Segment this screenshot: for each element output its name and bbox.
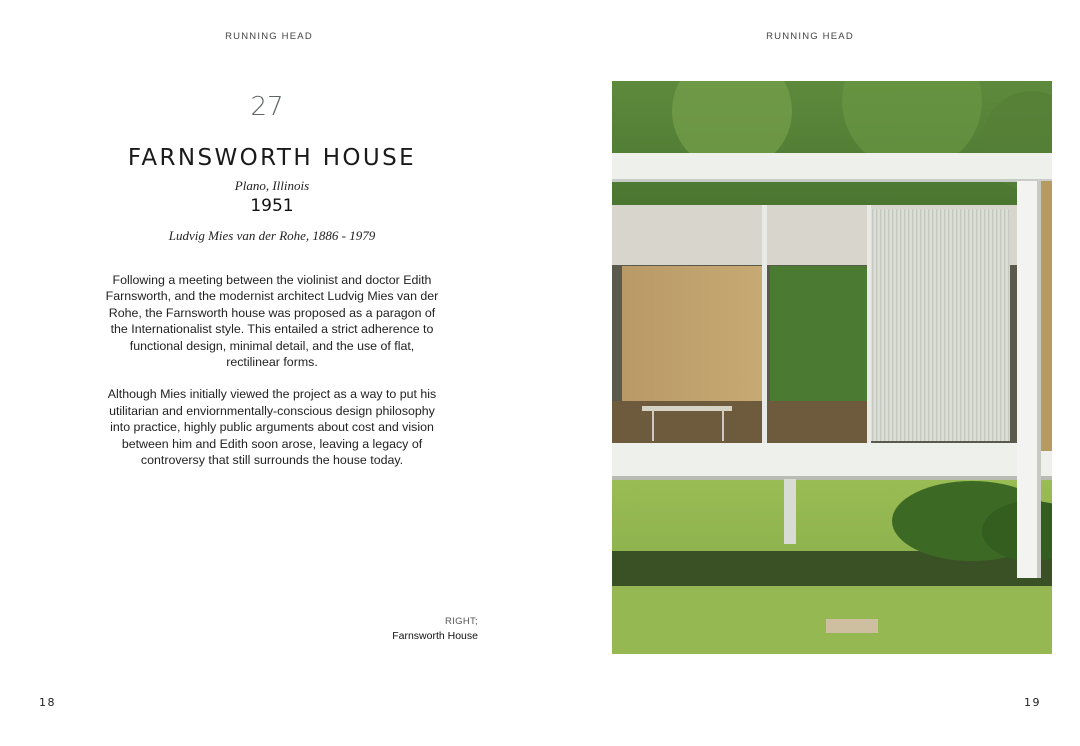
photo-corner-edge — [1041, 181, 1052, 451]
entry-title: FARNSWORTH HOUSE — [127, 145, 417, 171]
photo-curtain — [870, 209, 1010, 441]
farnsworth-house-photo — [612, 81, 1052, 654]
running-head-right: RUNNING HEAD — [766, 31, 854, 42]
running-head-left: RUNNING HEAD — [225, 31, 313, 42]
photo-caption — [392, 615, 478, 643]
entry-year: 1951 — [250, 196, 294, 216]
photo-table-leg — [722, 411, 724, 441]
photo-column-shade — [1037, 181, 1041, 578]
photo-table-leg — [652, 411, 654, 441]
entry-architect: Ludvig Mies van der Rohe, 1886 - 1979 — [168, 228, 376, 243]
photo-column — [784, 479, 796, 544]
body-paragraph-1: Following a meeting between the violinist and doctor Edith Farnsworth, and the modernist architect Ludvig Mies van der Rohe, the Farnsworth house was proposed as a paragon of the Internationalist style. This entailed a strict adherence to functional design, minimal detail, and the use of flat, rectilinear forms. — [105, 273, 439, 370]
body-text — [105, 272, 439, 484]
page-number-right: 19 — [1024, 696, 1041, 709]
caption-title: Farnsworth House — [392, 630, 478, 642]
photo-roof-slab — [612, 153, 1052, 181]
right-page — [540, 0, 1080, 746]
entry-number: 27 — [250, 92, 284, 122]
caption-label: RIGHT; — [445, 616, 478, 627]
photo-table — [642, 406, 732, 411]
body-paragraph-2: Although Mies initially viewed the project as a way to put his utilitarian and enviornmentally-conscious design philosophy into practice, highly public arguments about cost and vision between him and Edith soon arose, leaving a legacy of controversy that still surrounds the house today. — [107, 387, 437, 468]
photo-roof-edge — [612, 179, 1052, 182]
entry-location: Plano, Illinois — [234, 178, 310, 193]
photo-floor-slab-shadow — [612, 476, 1052, 480]
photo-floor-slab — [612, 443, 1052, 479]
photo-wood-core — [622, 266, 762, 406]
photo-mullion — [867, 205, 871, 445]
photo-mullion — [762, 205, 767, 445]
page-number-left: 18 — [39, 696, 56, 709]
photo-plaque — [826, 619, 878, 633]
